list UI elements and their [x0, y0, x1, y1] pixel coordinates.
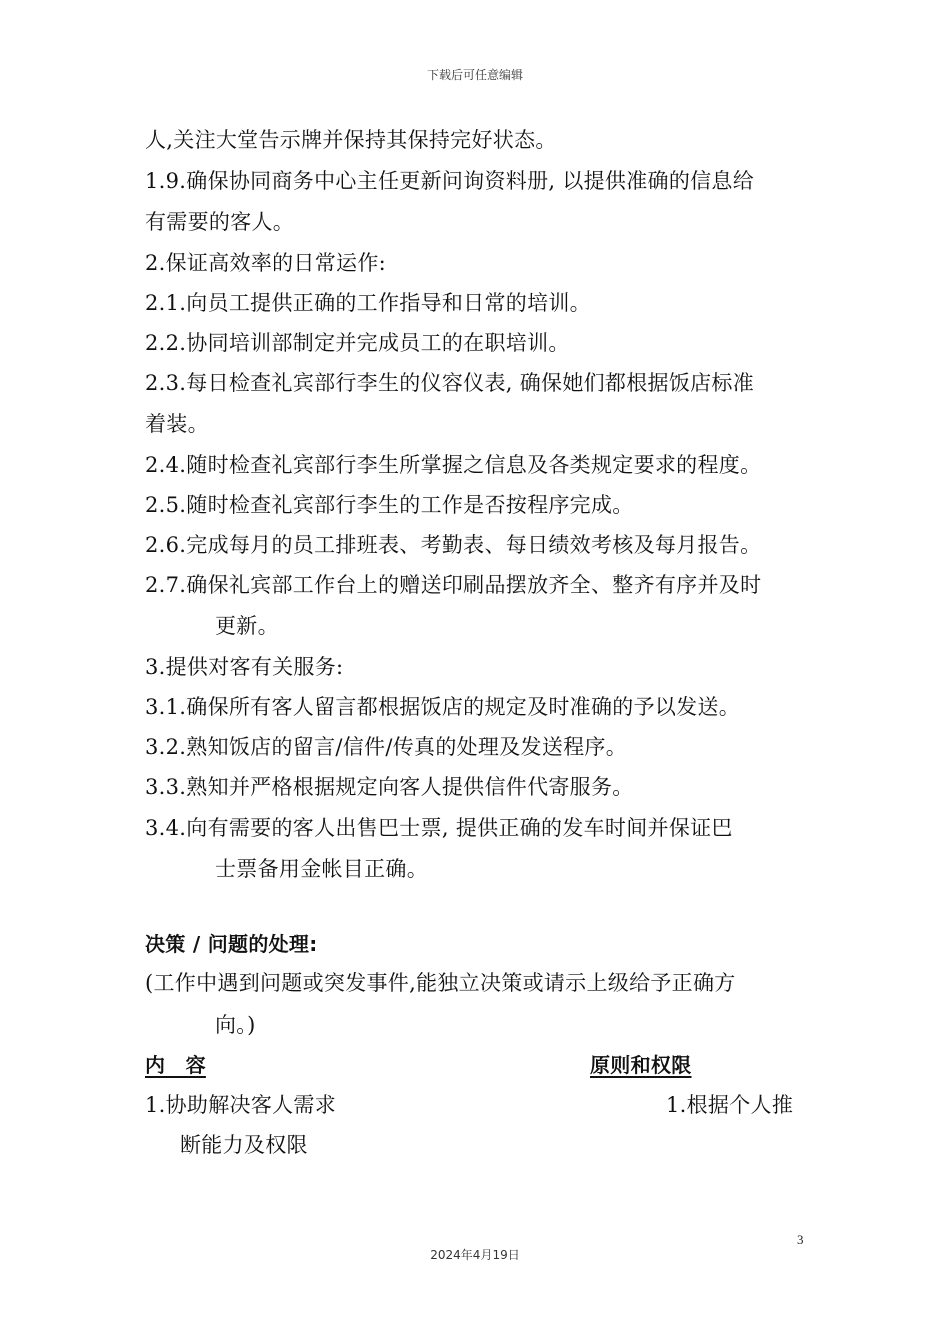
column-header-content: 内 容 [145, 1053, 206, 1077]
body-line: 2.3.每日检查礼宾部行李生的仪容仪表, 确保她们都根据饭店标准 [145, 371, 755, 395]
body-line: 1.9.确保协同商务中心主任更新问询资料册, 以提供准确的信息给 [145, 169, 755, 193]
body-line: 2.2.协同培训部制定并完成员工的在职培训。 [145, 331, 570, 355]
column-header-principle: 原则和权限 [590, 1053, 692, 1077]
page-footer-date: 2024年4月19日 [430, 1248, 520, 1262]
section-title: 决策 / 问题的处理: [145, 932, 318, 956]
body-line: 3.2.熟知饭店的留言/信件/传真的处理及发送程序。 [145, 735, 628, 759]
item-principle-cont: 断能力及权限 [180, 1133, 308, 1157]
page-header: 下载后可任意编辑 [426, 68, 523, 82]
page-number: 3 [797, 1232, 804, 1247]
body-line: 2.4.随时检查礼宾部行李生所掌握之信息及各类规定要求的程度。 [145, 453, 762, 477]
body-line: 更新。 [215, 614, 279, 638]
item-content: 1.协助解决客人需求 [145, 1093, 337, 1117]
body-line: 2.5.随时检查礼宾部行李生的工作是否按程序完成。 [145, 493, 634, 517]
body-line: 有需要的客人。 [145, 210, 295, 234]
section-intro-cont: 向。) [215, 1013, 256, 1037]
body-line: 2.7.确保礼宾部工作台上的赠送印刷品摆放齐全、整齐有序并及时 [145, 573, 762, 597]
body-line: 人,关注大堂告示牌并保持其保持完好状态。 [145, 128, 557, 152]
body-line: 3.4.向有需要的客人出售巴士票, 提供正确的发车时间并保证巴 [145, 816, 733, 840]
body-line: 3.1.确保所有客人留言都根据饭店的规定及时准确的予以发送。 [145, 695, 741, 719]
item-principle: 1.根据个人推 [666, 1093, 794, 1117]
body-line: 3.3.熟知并严格根据规定向客人提供信件代寄服务。 [145, 775, 634, 799]
body-line: 2.保证高效率的日常运作: [145, 251, 387, 275]
body-line: 着装。 [145, 412, 209, 436]
body-line: 士票备用金帐目正确。 [215, 857, 428, 881]
section-intro: (工作中遇到问题或突发事件,能独立决策或请示上级给予正确方 [145, 971, 736, 995]
body-line: 2.6.完成每月的员工排班表、考勤表、每日绩效考核及每月报告。 [145, 533, 762, 557]
body-line: 2.1.向员工提供正确的工作指导和日常的培训。 [145, 291, 591, 315]
body-line: 3.提供对客有关服务: [145, 655, 344, 679]
